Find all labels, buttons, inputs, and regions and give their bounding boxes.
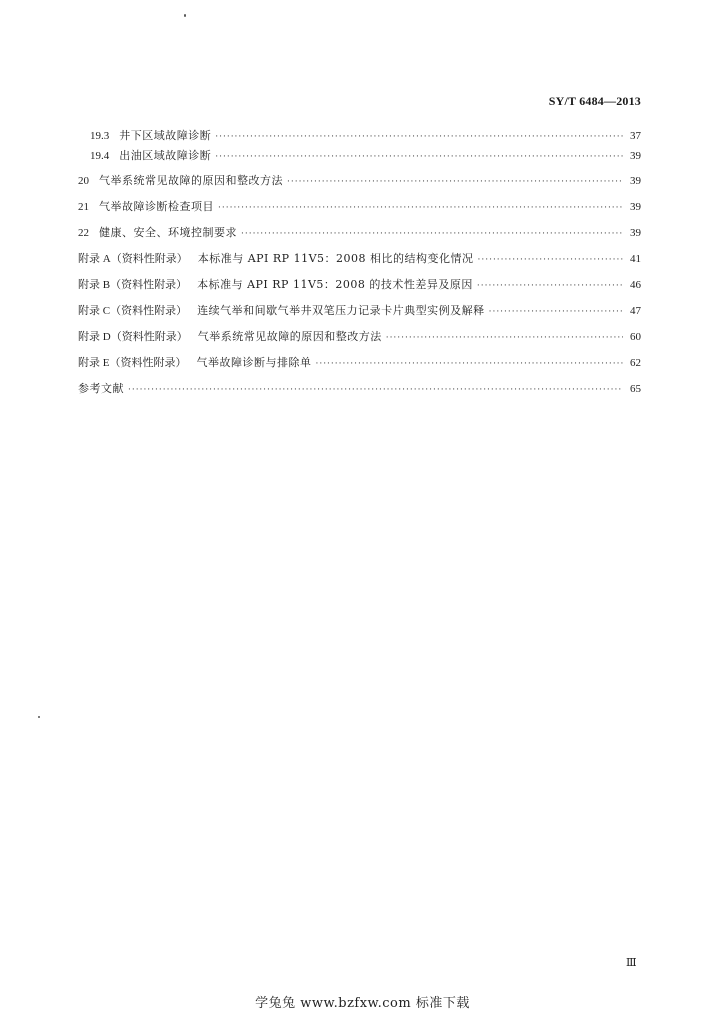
toc-entry-page: 62 bbox=[630, 357, 641, 369]
standard-code: SY/T 6484—2013 bbox=[548, 94, 641, 108]
toc-leader-dots bbox=[315, 351, 623, 377]
toc-entry-number: 附录 A（资料性附录） bbox=[78, 253, 188, 265]
toc-entry[interactable] bbox=[78, 350, 641, 376]
toc-entry-page: 39 bbox=[630, 201, 641, 213]
toc-entry-title: 连续气举和间歇气举井双笔压力记录卡片典型实例及解释 bbox=[197, 304, 485, 317]
toc-entry[interactable] bbox=[78, 324, 641, 350]
toc-entry-title: 本标准与 API RP 11V5：2008 的技术性差异及原因 bbox=[197, 278, 473, 291]
toc-entry[interactable] bbox=[78, 146, 641, 166]
toc-entry[interactable] bbox=[78, 298, 641, 324]
footer-watermark: 学兔兔 www.bzfxw.com 标准下载 bbox=[255, 996, 470, 1011]
toc-entry[interactable] bbox=[78, 126, 641, 146]
toc-entry-title: 出油区域故障诊断 bbox=[119, 149, 212, 162]
toc-entry-title: 参考文献 bbox=[78, 382, 124, 395]
toc-entry[interactable] bbox=[78, 220, 641, 246]
toc-entry-title: 气举故障诊断检查项目 bbox=[99, 200, 214, 213]
toc-entry-page: 41 bbox=[630, 253, 641, 265]
toc-entry-number: 附录 D（资料性附录） bbox=[78, 331, 188, 343]
toc-entry-number: 附录 C（资料性附录） bbox=[78, 305, 188, 317]
scan-speck bbox=[38, 716, 40, 718]
toc-entry-title: 井下区域故障诊断 bbox=[119, 129, 212, 142]
toc-entry[interactable] bbox=[78, 168, 641, 194]
toc-leader-dots bbox=[241, 221, 623, 247]
toc-leader-dots bbox=[386, 325, 623, 351]
toc-entry-title: 气举故障诊断与排除单 bbox=[196, 356, 312, 369]
toc-entry-number: 22 bbox=[78, 227, 89, 239]
toc-entry-number: 19.4 bbox=[90, 150, 110, 162]
toc-entry-title: 本标准与 API RP 11V5：2008 相比的结构变化情况 bbox=[197, 252, 474, 265]
toc-leader-dots bbox=[215, 127, 623, 147]
toc-entry-title: 健康、安全、环境控制要求 bbox=[99, 226, 237, 239]
toc-entry-page: 39 bbox=[630, 150, 641, 162]
scan-speck bbox=[184, 14, 186, 17]
toc-entry[interactable] bbox=[78, 194, 641, 220]
toc-leader-dots bbox=[477, 273, 623, 299]
toc-entry-page: 39 bbox=[630, 227, 641, 239]
toc-leader-dots bbox=[128, 377, 623, 403]
toc-entry[interactable] bbox=[78, 272, 641, 298]
toc-entry-number: 19.3 bbox=[90, 130, 110, 142]
toc-entry-page: 39 bbox=[630, 175, 641, 187]
toc-entry[interactable] bbox=[78, 246, 641, 272]
toc-entry-number: 21 bbox=[78, 201, 89, 213]
toc-leader-dots bbox=[218, 195, 623, 221]
toc-entry-page: 60 bbox=[630, 331, 641, 343]
toc-entry-page: 37 bbox=[630, 130, 641, 142]
toc-leader-dots bbox=[478, 247, 624, 273]
toc-leader-dots bbox=[489, 299, 623, 325]
toc-entry-number: 附录 E（资料性附录） bbox=[78, 357, 187, 369]
toc-entry-page: 65 bbox=[630, 383, 641, 395]
toc-entry-title: 气举系统常见故障的原因和整改方法 bbox=[197, 330, 382, 343]
toc-entry-title: 气举系统常见故障的原因和整改方法 bbox=[99, 174, 283, 187]
toc-leader-dots bbox=[215, 147, 623, 167]
toc-entry-page: 46 bbox=[630, 279, 641, 291]
toc-leader-dots bbox=[287, 169, 623, 195]
page-number: Ⅲ bbox=[626, 957, 637, 969]
toc-entry-number: 附录 B（资料性附录） bbox=[78, 279, 188, 291]
toc-entry[interactable] bbox=[78, 376, 641, 402]
toc-entry-number: 20 bbox=[78, 175, 89, 187]
table-of-contents bbox=[78, 126, 641, 402]
toc-entry-page: 47 bbox=[630, 305, 641, 317]
